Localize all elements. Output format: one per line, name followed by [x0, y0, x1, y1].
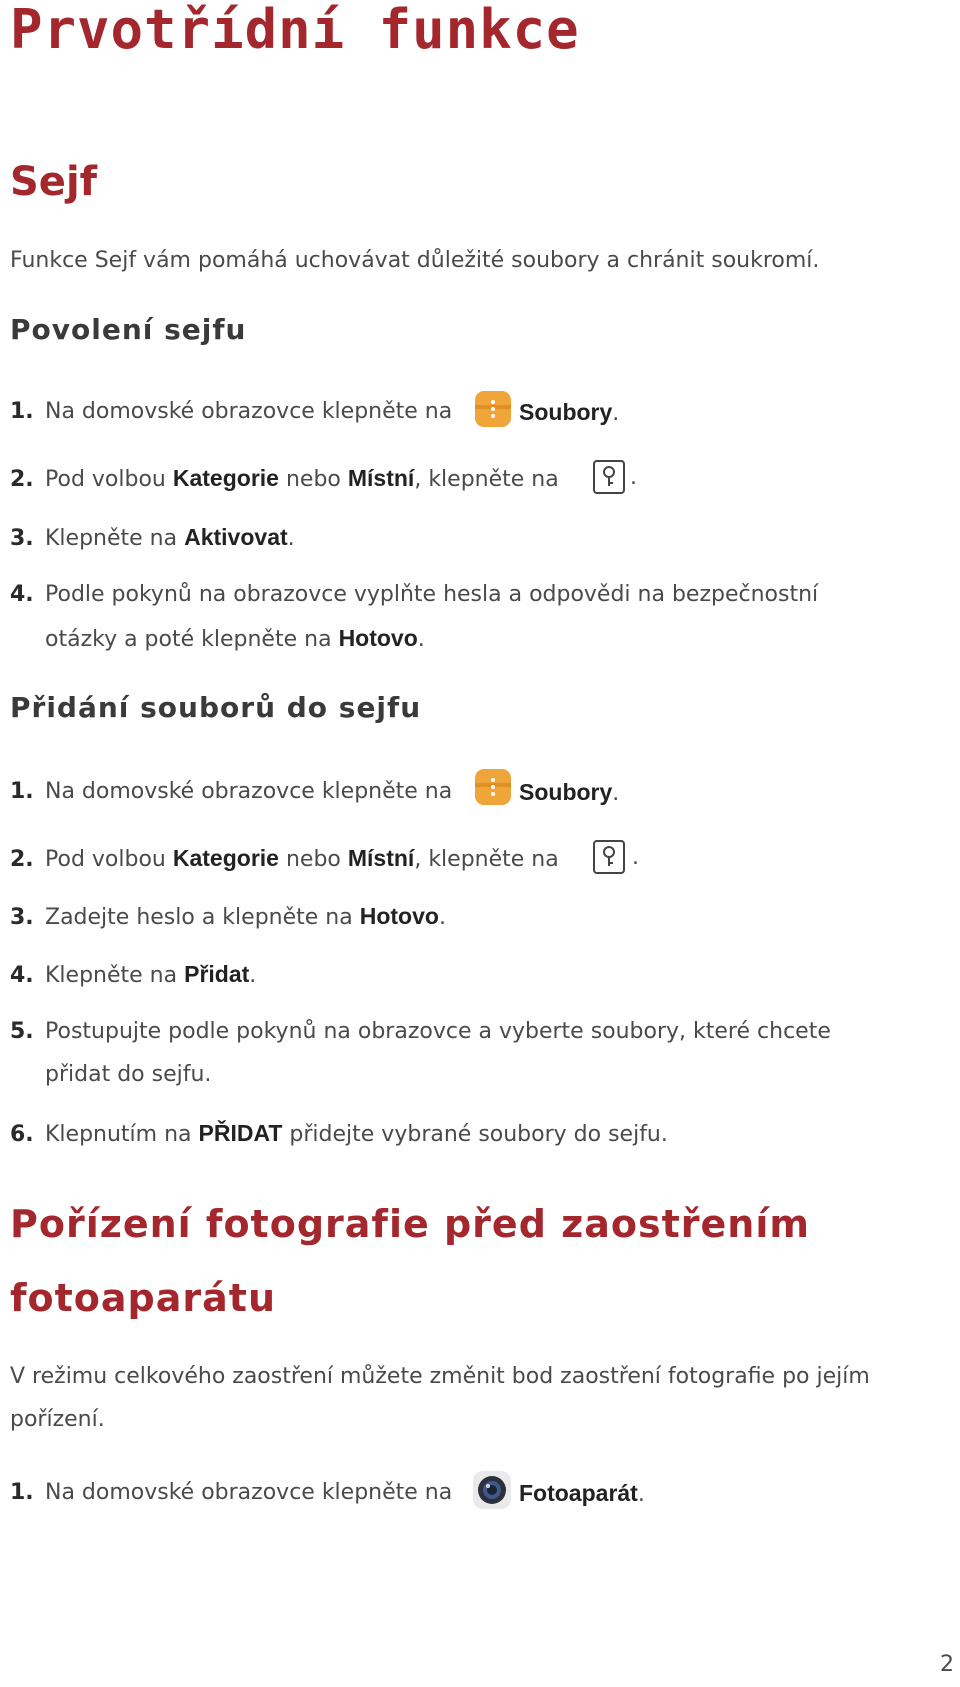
- enable-step-1-target: Soubory.: [519, 399, 620, 426]
- focus-intro-cont: pořízení.: [10, 1407, 105, 1432]
- add-step-5: 5. Postupujte podle pokynů na obrazovce a vyberte soubory, které chcete: [10, 1019, 831, 1044]
- add-step-1: 1. Na domovské obrazovce klepněte na: [10, 779, 453, 804]
- add-step-4: 4. Klepněte na Přidat.: [10, 961, 257, 988]
- enable-step-4-cont: otázky a poté klepněte na Hotovo.: [45, 625, 425, 652]
- section-title-focus: Pořízení fotografie před zaostřením: [10, 1202, 810, 1246]
- enable-step-2-end: .: [630, 465, 637, 490]
- add-step-5-cont: přidat do sejfu.: [45, 1062, 212, 1087]
- section-title-focus-cont: fotoaparátu: [10, 1276, 276, 1320]
- enable-step-3: 3. Klepněte na Aktivovat.: [10, 524, 295, 551]
- safe-key-icon: [592, 459, 626, 499]
- enable-step-1: 1. Na domovské obrazovce klepněte na: [10, 399, 453, 424]
- section-title-safe: Sejf: [10, 159, 98, 205]
- safe-key-icon: [592, 839, 626, 879]
- add-step-2: 2. Pod volbou Kategorie nebo Místní, klepněte na: [10, 845, 559, 872]
- add-step-6: 6. Klepnutím na PŘIDAT přidejte vybrané soubory do sejfu.: [10, 1120, 668, 1147]
- files-app-icon: [474, 390, 512, 432]
- add-step-3: 3. Zadejte heslo a klepněte na Hotovo.: [10, 903, 446, 930]
- subsection-title-add: Přidání souborů do sejfu: [10, 691, 422, 724]
- enable-step-4: 4. Podle pokynů na obrazovce vyplňte hesla a odpovědi na bezpečnostní: [10, 582, 819, 607]
- files-app-icon: [474, 768, 512, 810]
- subsection-title-enable: Povolení sejfu: [10, 313, 247, 346]
- add-step-1-target: Soubory.: [519, 779, 620, 806]
- page-title: Prvotřídní funkce: [10, 0, 580, 61]
- focus-step-1: 1. Na domovské obrazovce klepněte na: [10, 1480, 453, 1505]
- page-number: 2: [940, 1652, 954, 1677]
- enable-step-2: 2. Pod volbou Kategorie nebo Místní, klepněte na: [10, 465, 559, 492]
- add-step-2-end: .: [632, 845, 639, 870]
- camera-app-icon: [472, 1470, 512, 1514]
- safe-intro: Funkce Sejf vám pomáhá uchovávat důležité soubory a chránit soukromí.: [10, 248, 820, 273]
- focus-intro: V režimu celkového zaostření můžete změnit bod zaostření fotografie po jejím: [10, 1364, 870, 1389]
- focus-step-1-target: Fotoaparát.: [519, 1480, 645, 1507]
